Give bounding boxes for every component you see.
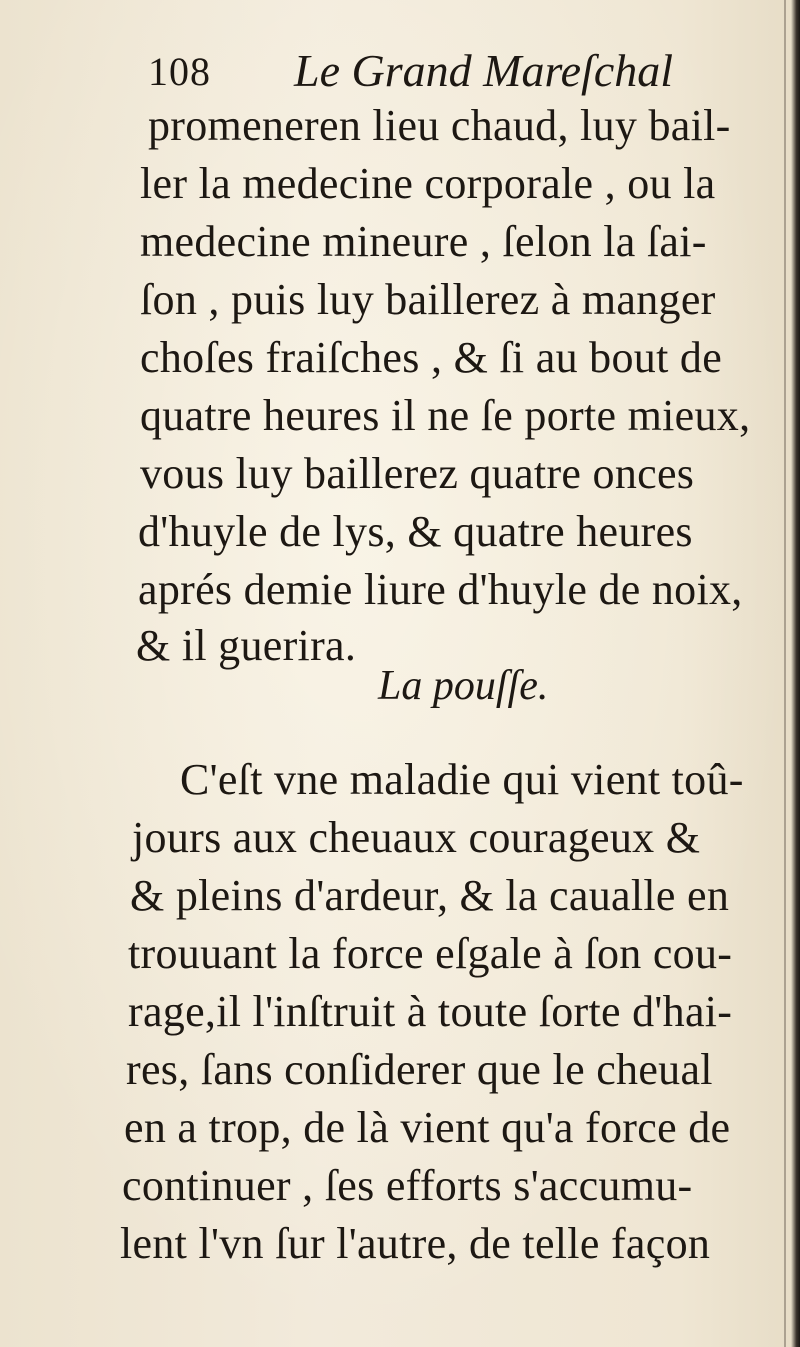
text-line: ſon , puis luy baillerez à manger	[140, 275, 716, 324]
text-line: C'eſt vne maladie qui vient toû-	[180, 755, 744, 804]
text-line: en a trop, de là vient qu'a force de	[124, 1103, 731, 1152]
text-line: lent l'vn ſur l'autre, de telle façon	[120, 1219, 711, 1268]
text-line: promeneren lieu chaud, luy bail-	[148, 101, 731, 150]
page-edge-shadow	[791, 0, 800, 1347]
text-line: vous luy baillerez quatre onces	[140, 449, 695, 498]
text-line: aprés demie liure d'huyle de noix,	[138, 565, 743, 614]
section-heading: La pouſſe.	[378, 663, 549, 709]
text-line: trouuant la force eſgale à ſon cou-	[128, 929, 733, 978]
text-line: medecine mineure , ſelon la ſai-	[140, 217, 707, 266]
text-line: quatre heures il ne ſe porte mieux,	[140, 391, 751, 440]
text-line: d'huyle de lys, & quatre heures	[138, 507, 693, 556]
page-number: 108	[148, 49, 211, 94]
text-line: & pleins d'ardeur, & la caualle en	[130, 871, 730, 920]
running-title: Le Grand Mareſchal	[294, 45, 674, 96]
text-line: jours aux cheuaux courageux &	[132, 813, 701, 862]
text-line: res, ſans conſiderer que le cheual	[126, 1045, 713, 1094]
page-header	[148, 40, 708, 100]
text-line: & il guerira.	[136, 621, 357, 670]
text-line: rage,il l'inſtruit à toute ſorte d'hai-	[128, 987, 733, 1036]
text-line: choſes fraiſches , & ſi au bout de	[140, 333, 723, 382]
text-line: ler la medecine corporale , ou la	[140, 159, 716, 208]
page-edge-line	[784, 0, 786, 1347]
text-line: continuer , ſes efforts s'accumu-	[122, 1161, 693, 1210]
